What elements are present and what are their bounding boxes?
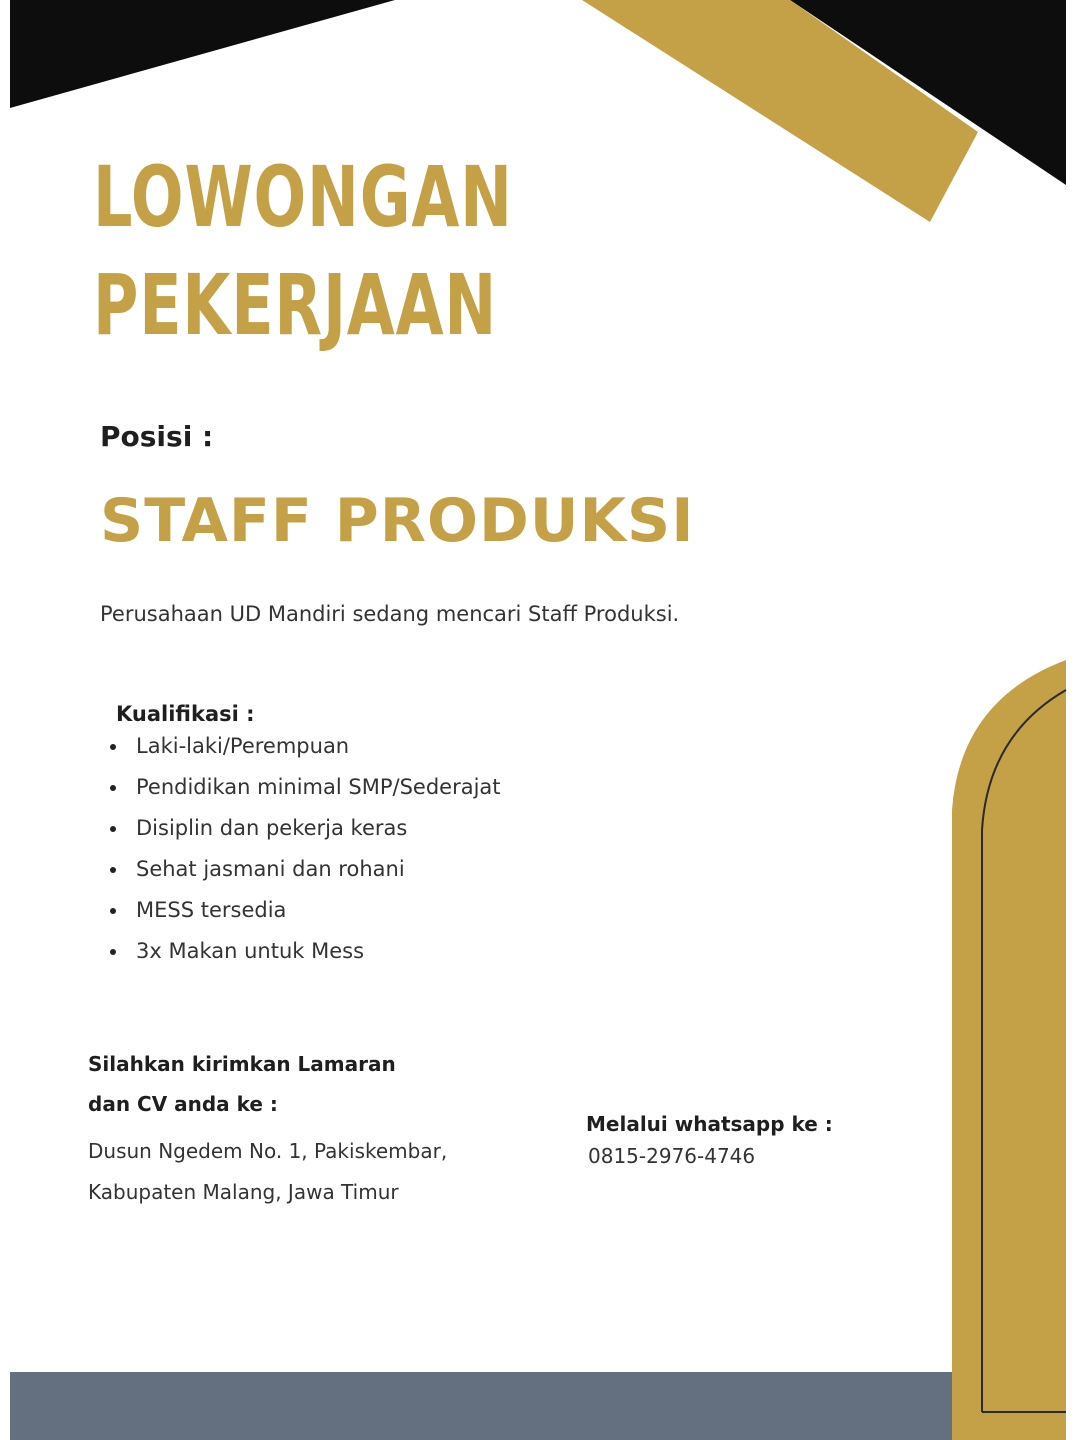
whatsapp-number: 0815-2976-4746 <box>588 1144 756 1168</box>
address-line-1: Dusun Ngedem No. 1, Pakiskembar, <box>88 1139 448 1163</box>
position-name: STAFF PRODUKSI <box>100 486 695 556</box>
qualification-item: Pendidikan minimal SMP/Sederajat <box>104 773 501 814</box>
footer-bar <box>10 1372 952 1440</box>
qualifications-list <box>104 732 501 978</box>
left-margin <box>0 0 10 1440</box>
qualifications-title: Kualifikasi : <box>116 702 255 726</box>
black-corner-left <box>10 0 395 108</box>
qualification-item: MESS tersedia <box>104 896 501 937</box>
intro-text: Perusahaan UD Mandiri sedang mencari Staff Produksi. <box>100 602 680 626</box>
right-margin <box>1066 0 1080 1440</box>
position-label: Posisi : <box>100 420 214 453</box>
title-line-2: PEKERJAAN <box>93 256 498 354</box>
address-line-2: Kabupaten Malang, Jawa Timur <box>88 1180 399 1204</box>
title-line-1: LOWONGAN <box>93 148 513 246</box>
gold-arch <box>952 660 1066 1440</box>
whatsapp-label: Melalui whatsapp ke : <box>586 1112 833 1136</box>
qualification-item: 3x Makan untuk Mess <box>104 937 501 978</box>
send-instruction-line-2: dan CV anda ke : <box>88 1092 278 1116</box>
qualification-item: Sehat jasmani dan rohani <box>104 855 501 896</box>
send-instruction-line-1: Silahkan kirimkan Lamaran <box>88 1052 396 1076</box>
qualification-item: Disiplin dan pekerja keras <box>104 814 501 855</box>
qualification-item: Laki-laki/Perempuan <box>104 732 501 773</box>
